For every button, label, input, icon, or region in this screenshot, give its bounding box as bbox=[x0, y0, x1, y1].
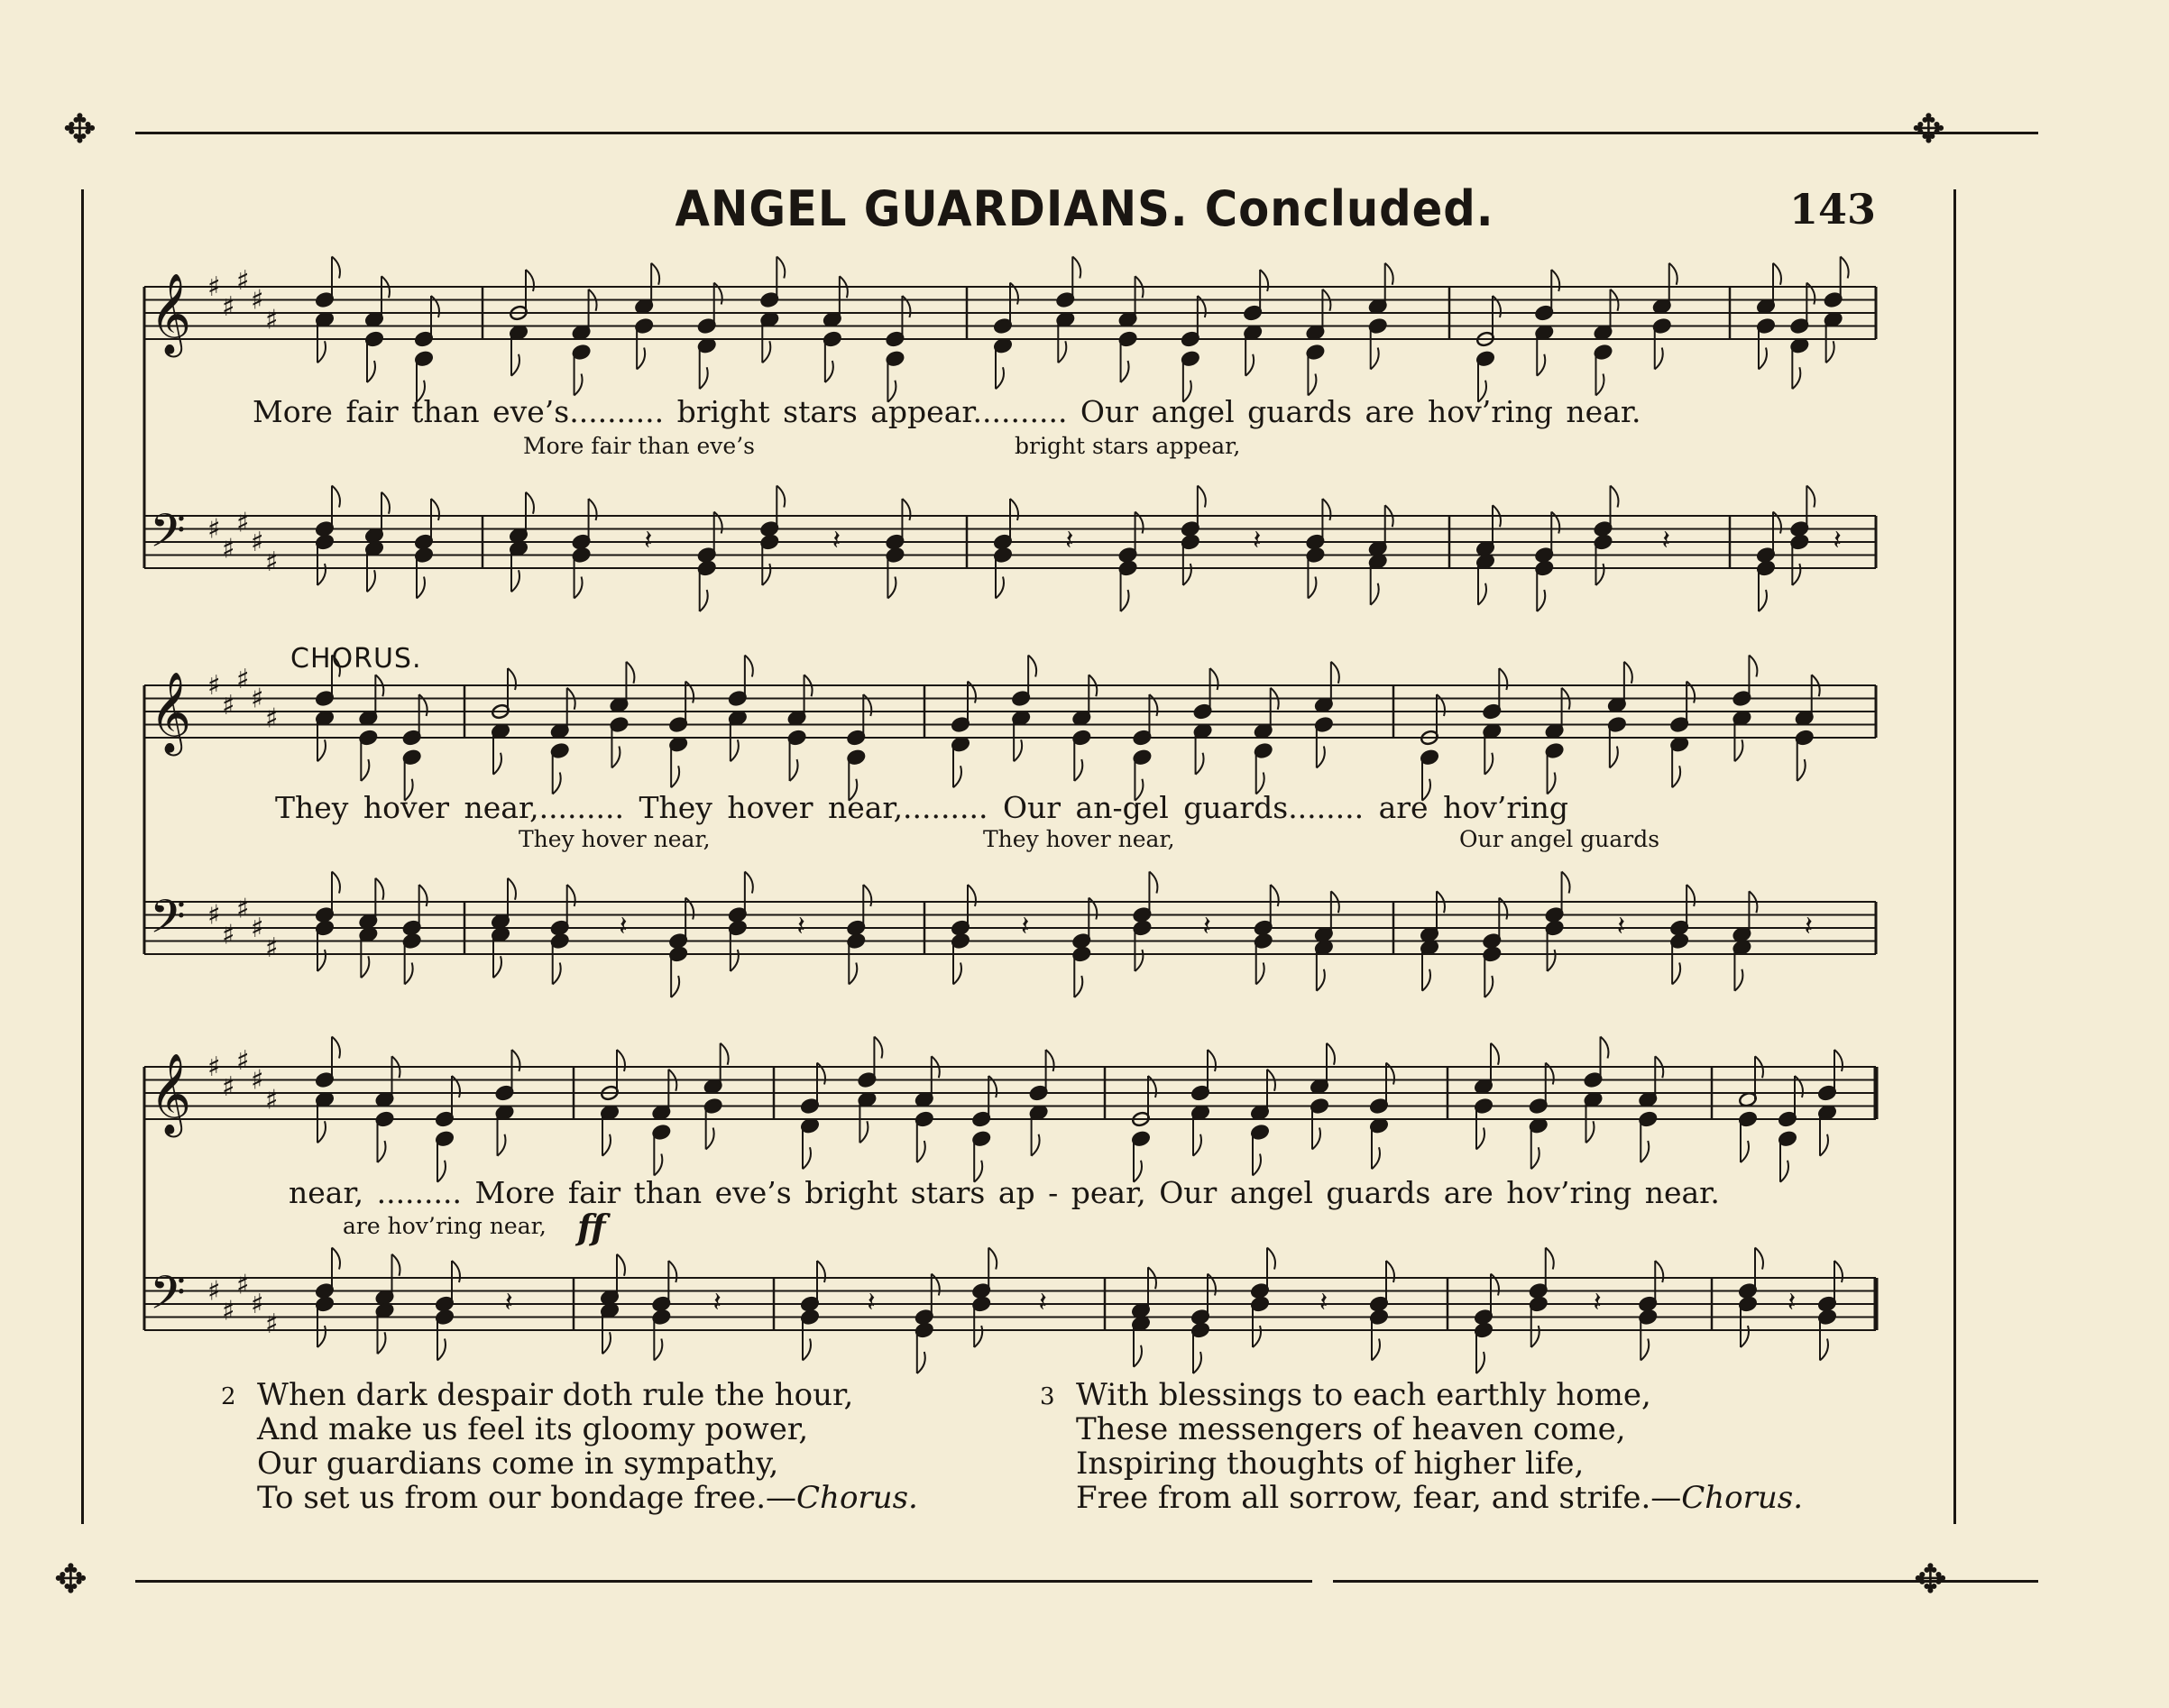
note-flag bbox=[512, 1050, 520, 1071]
treble-clef: 𝄞 bbox=[150, 1053, 192, 1134]
note-flag bbox=[378, 1141, 386, 1162]
note-flag bbox=[1058, 341, 1066, 363]
note-flag bbox=[790, 759, 798, 781]
note-flag bbox=[654, 1154, 662, 1176]
verse-line bbox=[257, 1481, 918, 1515]
note-flag bbox=[1210, 668, 1218, 690]
note-flag bbox=[651, 263, 659, 285]
note-flag bbox=[1372, 1339, 1380, 1361]
note-flag bbox=[1773, 263, 1781, 285]
treble-clef: 𝄞 bbox=[150, 273, 192, 354]
note-flag bbox=[1371, 583, 1379, 605]
note-flag bbox=[1491, 1043, 1499, 1065]
note-flag bbox=[367, 361, 375, 382]
note-flag bbox=[731, 739, 739, 761]
note-flag bbox=[700, 367, 708, 389]
note-flag bbox=[1196, 753, 1204, 775]
rest: 𝄽 bbox=[504, 1287, 513, 1318]
note-flag bbox=[332, 872, 340, 894]
note-flag bbox=[1537, 590, 1545, 611]
system2-cue-3: Our angel guards bbox=[1459, 826, 1660, 852]
sharp-sign: ♯ bbox=[265, 932, 279, 964]
note-flag bbox=[332, 486, 340, 508]
rest: 𝄽 bbox=[1833, 525, 1842, 556]
note-flag bbox=[332, 1248, 340, 1270]
note-flag bbox=[1032, 1134, 1040, 1156]
note-flag bbox=[953, 963, 961, 985]
note-flag bbox=[803, 1147, 811, 1169]
verse-2 bbox=[221, 1377, 918, 1516]
note-flag bbox=[1134, 1345, 1142, 1367]
note-flag bbox=[1759, 348, 1767, 370]
note-flag bbox=[417, 577, 425, 599]
note-flag bbox=[1686, 885, 1695, 906]
note-flag bbox=[498, 1134, 506, 1156]
note-flag bbox=[825, 361, 833, 382]
note-flag bbox=[574, 577, 583, 599]
note-flag bbox=[317, 341, 326, 363]
sharp-sign: ♯ bbox=[265, 1308, 279, 1340]
note-flag bbox=[1792, 367, 1800, 389]
page-title: ANGEL GUARDIANS. Concluded. bbox=[675, 180, 1494, 237]
note-flag bbox=[589, 499, 597, 520]
note-flag bbox=[1734, 739, 1742, 761]
note-flag bbox=[553, 963, 561, 985]
corner-ornament-top-left: ✥ bbox=[63, 106, 97, 152]
note-flag bbox=[1010, 499, 1018, 520]
note-flag bbox=[526, 270, 534, 291]
note-flag bbox=[1797, 759, 1806, 781]
sharp-sign: ♯ bbox=[236, 663, 250, 695]
note-flag bbox=[332, 257, 340, 279]
note-flag bbox=[1655, 1261, 1663, 1282]
note-flag bbox=[493, 753, 501, 775]
note-flag bbox=[1253, 1154, 1261, 1176]
rest: 𝄽 bbox=[1616, 911, 1626, 942]
note-flag bbox=[1734, 969, 1742, 991]
verse-line-text: To set us from our bondage free.— bbox=[257, 1480, 797, 1516]
note-flag bbox=[1256, 963, 1264, 985]
sharp-sign: ♯ bbox=[222, 1070, 235, 1103]
note-flag bbox=[745, 872, 753, 894]
note-flag bbox=[1385, 263, 1393, 285]
note-flag bbox=[1317, 969, 1325, 991]
note-flag bbox=[1672, 766, 1680, 787]
note-flag bbox=[953, 766, 961, 787]
note-flag bbox=[887, 577, 896, 599]
note-flag bbox=[437, 1339, 446, 1361]
note-flag bbox=[637, 348, 645, 370]
note-flag bbox=[1741, 1326, 1749, 1347]
note-flag bbox=[1806, 486, 1815, 508]
verse-number: 2 bbox=[221, 1383, 236, 1410]
corner-ornament-bottom-left: ✥ bbox=[54, 1556, 87, 1602]
note-flag bbox=[721, 1043, 729, 1065]
chorus-refrain: Chorus. bbox=[796, 1480, 918, 1516]
rest: 𝄽 bbox=[1202, 911, 1211, 942]
rest: 𝄽 bbox=[1804, 911, 1813, 942]
note-flag bbox=[1820, 1339, 1828, 1361]
rest: 𝄽 bbox=[832, 525, 841, 556]
rest: 𝄽 bbox=[1253, 525, 1262, 556]
corner-ornament-top-right: ✥ bbox=[1912, 106, 1945, 152]
note-flag bbox=[392, 1254, 400, 1276]
note-flag bbox=[1193, 1352, 1201, 1373]
note-flag bbox=[602, 1134, 611, 1156]
note-flag bbox=[317, 564, 326, 585]
note-flag bbox=[1331, 662, 1339, 684]
note-flag bbox=[1546, 1248, 1554, 1270]
sharp-sign: ♯ bbox=[207, 1051, 221, 1083]
rest: 𝄽 bbox=[796, 911, 805, 942]
sharp-sign: ♯ bbox=[265, 1084, 279, 1116]
note-flag bbox=[511, 570, 519, 592]
note-flag bbox=[1537, 354, 1545, 376]
note-flag bbox=[493, 956, 501, 978]
note-flag bbox=[1586, 1121, 1595, 1143]
note-flag bbox=[1755, 1248, 1763, 1270]
note-flag bbox=[762, 564, 770, 585]
note-flag bbox=[574, 374, 583, 396]
note-flag bbox=[654, 1339, 662, 1361]
sharp-sign: ♯ bbox=[265, 702, 279, 735]
note-flag bbox=[777, 486, 785, 508]
note-flag bbox=[1672, 963, 1680, 985]
note-flag bbox=[777, 257, 785, 279]
note-flag bbox=[1562, 872, 1570, 894]
rest: 𝄽 bbox=[1661, 525, 1670, 556]
note-flag bbox=[317, 1326, 326, 1347]
note-flag bbox=[863, 885, 871, 906]
note-flag bbox=[974, 1326, 982, 1347]
note-flag bbox=[1641, 1141, 1649, 1162]
sharp-sign: ♯ bbox=[251, 284, 264, 317]
note-flag bbox=[996, 577, 1004, 599]
note-flag bbox=[626, 662, 634, 684]
note-flag bbox=[1551, 270, 1559, 291]
bass-clef: 𝄢 bbox=[150, 503, 186, 569]
note-flag bbox=[803, 1339, 811, 1361]
sharp-sign: ♯ bbox=[207, 899, 221, 932]
note-flag bbox=[1841, 257, 1849, 279]
note-flag bbox=[1834, 1261, 1843, 1282]
verse-number: 3 bbox=[1040, 1383, 1055, 1410]
rest: 𝄽 bbox=[867, 1287, 876, 1318]
note-flag bbox=[1531, 1326, 1539, 1347]
note-flag bbox=[1121, 590, 1129, 611]
note-flag bbox=[375, 878, 383, 900]
note-flag bbox=[508, 668, 516, 690]
note-flag bbox=[902, 499, 910, 520]
note-flag bbox=[1072, 257, 1080, 279]
note-flag bbox=[431, 499, 439, 520]
note-flag bbox=[874, 1037, 882, 1059]
bass-clef: 𝄢 bbox=[150, 889, 186, 955]
note-flag bbox=[405, 963, 413, 985]
note-flag bbox=[1014, 739, 1022, 761]
verse-line: These messengers of heaven come, bbox=[1076, 1411, 1626, 1447]
verse-line: When dark despair doth rule the hour, bbox=[257, 1377, 854, 1413]
note-flag bbox=[1484, 753, 1493, 775]
fortissimo-marking: ff bbox=[577, 1207, 606, 1247]
note-flag bbox=[452, 1261, 460, 1282]
note-flag bbox=[1655, 348, 1663, 370]
note-flag bbox=[671, 766, 679, 787]
note-flag bbox=[1749, 656, 1757, 677]
chorus-refrain: Chorus. bbox=[1681, 1480, 1804, 1516]
rest: 𝄽 bbox=[1065, 525, 1074, 556]
rest: 𝄽 bbox=[1593, 1287, 1602, 1318]
note-flag bbox=[1641, 1339, 1649, 1361]
system2-lyrics: They hover near,......... They hover near,......... Our an-gel guards........ are hov’ring bbox=[275, 790, 1569, 825]
note-flag bbox=[1074, 976, 1082, 997]
note-flag bbox=[1596, 374, 1604, 396]
note-flag bbox=[361, 759, 369, 781]
note-flag bbox=[567, 885, 575, 906]
note-flag bbox=[1834, 1050, 1843, 1071]
note-flag bbox=[1327, 1043, 1335, 1065]
page-number: 143 bbox=[1788, 185, 1876, 234]
sharp-sign: ♯ bbox=[222, 689, 235, 721]
note-flag bbox=[859, 1121, 868, 1143]
note-flag bbox=[1267, 1248, 1275, 1270]
note-flag bbox=[511, 354, 519, 376]
rest: 𝄽 bbox=[644, 525, 653, 556]
note-flag bbox=[508, 878, 516, 900]
system1-lyrics: More fair than eve’s.......... bright stars appear.......... Our angel guards are hov’ring near. bbox=[253, 394, 1641, 429]
note-flag bbox=[378, 1332, 386, 1354]
rest: 𝄽 bbox=[1788, 1287, 1797, 1318]
note-flag bbox=[617, 1050, 625, 1071]
note-flag bbox=[1669, 263, 1677, 285]
note-flag bbox=[996, 367, 1004, 389]
note-flag bbox=[1308, 577, 1316, 599]
note-flag bbox=[731, 950, 739, 971]
note-flag bbox=[1245, 354, 1254, 376]
note-flag bbox=[1253, 1326, 1261, 1347]
sharp-sign: ♯ bbox=[207, 271, 221, 303]
system2-cue-2: They hover near, bbox=[983, 826, 1175, 852]
sharp-sign: ♯ bbox=[207, 513, 221, 546]
sharp-sign: ♯ bbox=[265, 546, 279, 578]
verse-line: Our guardians come in sympathy, bbox=[257, 1446, 779, 1482]
note-flag bbox=[1610, 747, 1618, 768]
sharp-sign: ♯ bbox=[236, 1269, 250, 1301]
note-flag bbox=[1780, 1161, 1788, 1182]
sharp-sign: ♯ bbox=[236, 264, 250, 297]
verse-line-text: Free from all sorrow, fear, and strife.— bbox=[1076, 1480, 1682, 1516]
note-flag bbox=[1121, 361, 1129, 382]
note-flag bbox=[317, 950, 326, 971]
system3-cue-1: are hov’ring near, bbox=[343, 1213, 547, 1239]
sharp-sign: ♯ bbox=[222, 290, 235, 323]
note-flag bbox=[1820, 1134, 1828, 1156]
rest: 𝄽 bbox=[1038, 1287, 1047, 1318]
note-flag bbox=[1135, 950, 1143, 971]
sharp-sign: ♯ bbox=[222, 919, 235, 951]
verse-3 bbox=[1040, 1377, 1804, 1516]
note-flag bbox=[332, 1037, 340, 1059]
note-flag bbox=[602, 1332, 611, 1354]
rest: 𝄽 bbox=[619, 911, 628, 942]
note-flag bbox=[1028, 656, 1036, 677]
note-flag bbox=[1499, 668, 1507, 690]
sharp-sign: ♯ bbox=[207, 670, 221, 702]
note-flag bbox=[419, 885, 427, 906]
note-flag bbox=[745, 656, 753, 677]
note-flag bbox=[1741, 1141, 1749, 1162]
treble-clef: 𝄞 bbox=[150, 672, 192, 753]
note-flag bbox=[1601, 1037, 1609, 1059]
note-flag bbox=[968, 885, 976, 906]
system1-cue-1: More fair than eve’s bbox=[523, 433, 755, 459]
note-flag bbox=[849, 963, 857, 985]
chorus-label: CHORUS. bbox=[290, 643, 422, 675]
note-flag bbox=[1208, 1050, 1216, 1071]
note-flag bbox=[917, 1141, 925, 1162]
note-flag bbox=[1759, 590, 1767, 611]
sharp-sign: ♯ bbox=[207, 1275, 221, 1308]
sharp-sign: ♯ bbox=[236, 507, 250, 539]
note-flag bbox=[1596, 564, 1604, 585]
note-flag bbox=[1478, 583, 1486, 605]
sharp-sign: ♯ bbox=[251, 1289, 264, 1320]
system3-lyrics: near, ......... More fair than eve’s bright stars ap - pear, Our angel guards are hov’ring near. bbox=[289, 1175, 1720, 1210]
system2-cue-1: They hover near, bbox=[519, 826, 711, 852]
note-flag bbox=[1271, 885, 1279, 906]
verse-line bbox=[1076, 1481, 1803, 1515]
note-flag bbox=[1484, 976, 1493, 997]
note-flag bbox=[1198, 486, 1206, 508]
note-flag bbox=[1386, 1261, 1394, 1282]
note-flag bbox=[1422, 969, 1430, 991]
note-flag bbox=[762, 341, 770, 363]
note-flag bbox=[1260, 270, 1268, 291]
note-flag bbox=[317, 1121, 326, 1143]
bass-clef: 𝄢 bbox=[150, 1265, 186, 1331]
note-flag bbox=[361, 956, 369, 978]
note-flag bbox=[1531, 1147, 1539, 1169]
note-flag bbox=[668, 1261, 676, 1282]
note-flag bbox=[1476, 1128, 1484, 1150]
note-flag bbox=[1046, 1050, 1054, 1071]
note-flag bbox=[706, 1128, 714, 1150]
system1-cue-2: bright stars appear, bbox=[1015, 433, 1241, 459]
note-flag bbox=[1183, 564, 1191, 585]
note-flag bbox=[617, 1254, 625, 1276]
note-flag bbox=[1074, 759, 1082, 781]
corner-ornament-bottom-right: ✥ bbox=[1914, 1556, 1947, 1602]
note-flag bbox=[1624, 662, 1632, 684]
note-flag bbox=[671, 976, 679, 997]
verse-line: Inspiring thoughts of higher life, bbox=[1076, 1446, 1585, 1482]
sharp-sign: ♯ bbox=[236, 893, 250, 925]
note-flag bbox=[917, 1352, 925, 1373]
note-flag bbox=[526, 492, 534, 514]
sharp-sign: ♯ bbox=[265, 304, 279, 336]
note-flag bbox=[1312, 1128, 1320, 1150]
note-flag bbox=[1826, 341, 1834, 363]
note-flag bbox=[611, 747, 620, 768]
note-flag bbox=[1792, 564, 1800, 585]
sharp-sign: ♯ bbox=[251, 913, 264, 944]
note-flag bbox=[1322, 499, 1330, 520]
rest: 𝄽 bbox=[1021, 911, 1030, 942]
note-flag bbox=[1317, 747, 1325, 768]
note-flag bbox=[381, 492, 390, 514]
sharp-sign: ♯ bbox=[251, 683, 264, 715]
sharp-sign: ♯ bbox=[222, 1295, 235, 1327]
note-flag bbox=[1193, 1134, 1201, 1156]
sharp-sign: ♯ bbox=[222, 533, 235, 565]
note-flag bbox=[1372, 1147, 1380, 1169]
note-flag bbox=[317, 739, 326, 761]
note-flag bbox=[1476, 1352, 1484, 1373]
rest: 𝄽 bbox=[712, 1287, 721, 1318]
note-flag bbox=[1371, 348, 1379, 370]
note-flag bbox=[367, 570, 375, 592]
note-flag bbox=[1611, 486, 1619, 508]
note-flag bbox=[1149, 872, 1157, 894]
sharp-sign: ♯ bbox=[251, 1064, 264, 1097]
note-flag bbox=[700, 590, 708, 611]
sharp-sign: ♯ bbox=[236, 1044, 250, 1077]
note-flag bbox=[1548, 950, 1556, 971]
verse-line: And make us feel its gloomy power, bbox=[257, 1411, 809, 1447]
verse-line: With blessings to each earthly home, bbox=[1076, 1377, 1651, 1413]
rest: 𝄽 bbox=[1319, 1287, 1328, 1318]
note-flag bbox=[988, 1248, 997, 1270]
note-flag bbox=[817, 1261, 825, 1282]
sharp-sign: ♯ bbox=[251, 527, 264, 558]
note-flag bbox=[1308, 374, 1316, 396]
